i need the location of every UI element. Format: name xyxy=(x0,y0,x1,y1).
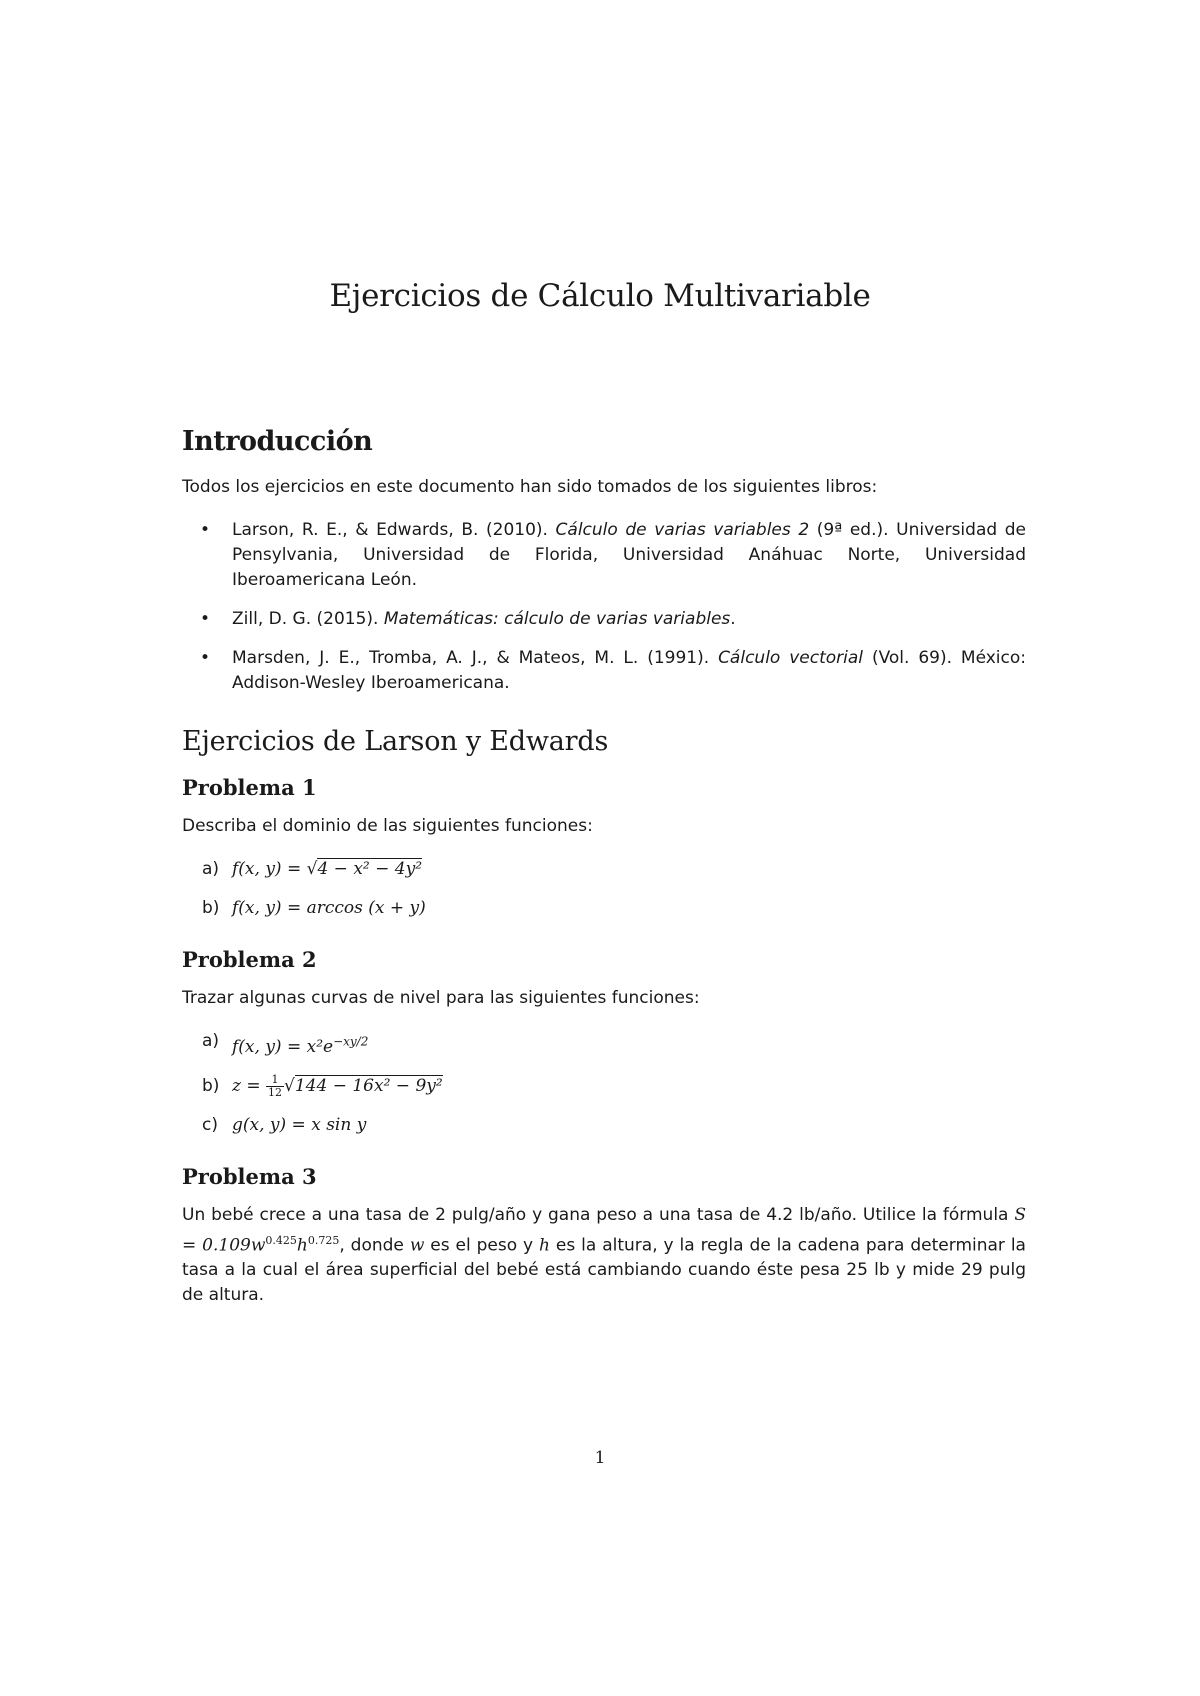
reference-book-title: Cálculo de varias variables 2 xyxy=(555,520,810,540)
problem-item xyxy=(182,857,1026,882)
item-label: a) xyxy=(202,1031,220,1051)
reference-item xyxy=(182,646,1026,696)
math-radicand: 4 − x² − 4y² xyxy=(317,859,423,879)
math-lhs: f(x, y) = xyxy=(232,859,307,879)
reference-details: (Vol. 69). México: Addison-Wesley Iberoamericana. xyxy=(232,648,1027,693)
reference-list xyxy=(182,518,1026,696)
bullet-icon: • xyxy=(200,520,211,540)
problem-heading: Problema 3 xyxy=(182,1163,317,1189)
math-lhs: z = xyxy=(232,1075,267,1096)
math-exponent: −xy/2 xyxy=(333,1034,369,1048)
reference-book-title: Cálculo vectorial xyxy=(718,648,864,668)
problem-items xyxy=(182,857,1026,921)
reference-book-title: Matemáticas: cálculo de varias variables xyxy=(383,609,731,629)
bullet-icon: • xyxy=(200,648,211,668)
formula-h: h xyxy=(296,1235,308,1256)
sqrt-sign: √ xyxy=(284,1075,295,1096)
math-radicand: 144 − 16x² − 9y² xyxy=(294,1075,443,1096)
reference-item xyxy=(182,518,1026,593)
problem-statement: Trazar algunas curvas de nivel para las siguientes funciones: xyxy=(182,988,700,1008)
problem-item xyxy=(182,1029,1026,1060)
reference-authors: Larson, R. E., & Edwards, B. (2010). xyxy=(232,520,556,540)
item-label: b) xyxy=(202,898,220,918)
math-fraction xyxy=(266,1074,284,1099)
formula-s: S = 0.109w xyxy=(182,1204,1026,1256)
reference-item xyxy=(182,607,1026,632)
math-expression xyxy=(232,1072,443,1099)
problem-statement xyxy=(182,1203,1026,1309)
reference-details: . xyxy=(730,609,736,629)
math-expression xyxy=(232,858,422,879)
math-base: f(x, y) = x²e xyxy=(232,1036,334,1057)
reference-details: (9ª ed.). Universidad de Pensylvania, Universidad de Florida, Universidad Anáhuac Norte, Universidad Iberoamericana León. xyxy=(232,520,1027,590)
fraction-denominator: 12 xyxy=(268,1085,283,1099)
sqrt-sign: √ xyxy=(306,859,318,879)
math-expression: f(x, y) = arccos (x + y) xyxy=(232,898,426,918)
problem-item xyxy=(182,1074,1026,1099)
reference-authors: Marsden, J. E., Tromba, A. J., & Mateos, M. L. (1991). xyxy=(232,648,719,668)
problem-items xyxy=(182,1029,1026,1138)
fraction-numerator: 1 xyxy=(266,1074,284,1087)
reference-authors: Zill, D. G. (2015). xyxy=(232,609,384,629)
page-number: 1 xyxy=(594,1448,606,1468)
variable-h: h xyxy=(539,1235,550,1256)
problem-text: Un bebé crece a una tasa de 2 pulg/año y gana peso a una tasa de 4.2 lb/año. Utilice la fórmula xyxy=(182,1204,1015,1225)
bullet-icon: • xyxy=(200,609,211,629)
item-label: a) xyxy=(202,859,220,879)
problem-heading: Problema 2 xyxy=(182,947,317,972)
problem-text: , donde xyxy=(339,1235,410,1256)
math-expression: g(x, y) = x sin y xyxy=(232,1114,367,1135)
item-label: c) xyxy=(202,1114,218,1135)
document-title: Ejercicios de Cálculo Multivariable xyxy=(329,278,871,314)
section-heading-larson-edwards: Ejercicios de Larson y Edwards xyxy=(182,726,609,757)
problem-heading: Problema 1 xyxy=(182,775,317,800)
problem-text: es la altura, y la regla de la cadena para determinar la tasa a la cual el área superficial del bebé está cambiando cuando éste pesa 25 lb y mide 29 pulg de altura. xyxy=(182,1235,1026,1306)
document-body xyxy=(182,426,1026,1308)
problem-text: es el peso y xyxy=(424,1235,540,1256)
problem-item xyxy=(182,896,1026,921)
item-label: b) xyxy=(202,1075,220,1096)
formula-exponent: 0.425 xyxy=(265,1233,297,1247)
problem-statement: Describa el dominio de las siguientes funciones: xyxy=(182,816,593,836)
variable-w: w xyxy=(409,1235,425,1256)
math-expression xyxy=(232,1034,369,1057)
section-heading-introduccion: Introducción xyxy=(182,426,373,457)
intro-paragraph: Todos los ejercicios en este documento han sido tomados de los siguientes libros: xyxy=(182,477,878,497)
problem-item xyxy=(182,1113,1026,1138)
formula-exponent: 0.725 xyxy=(307,1233,340,1247)
